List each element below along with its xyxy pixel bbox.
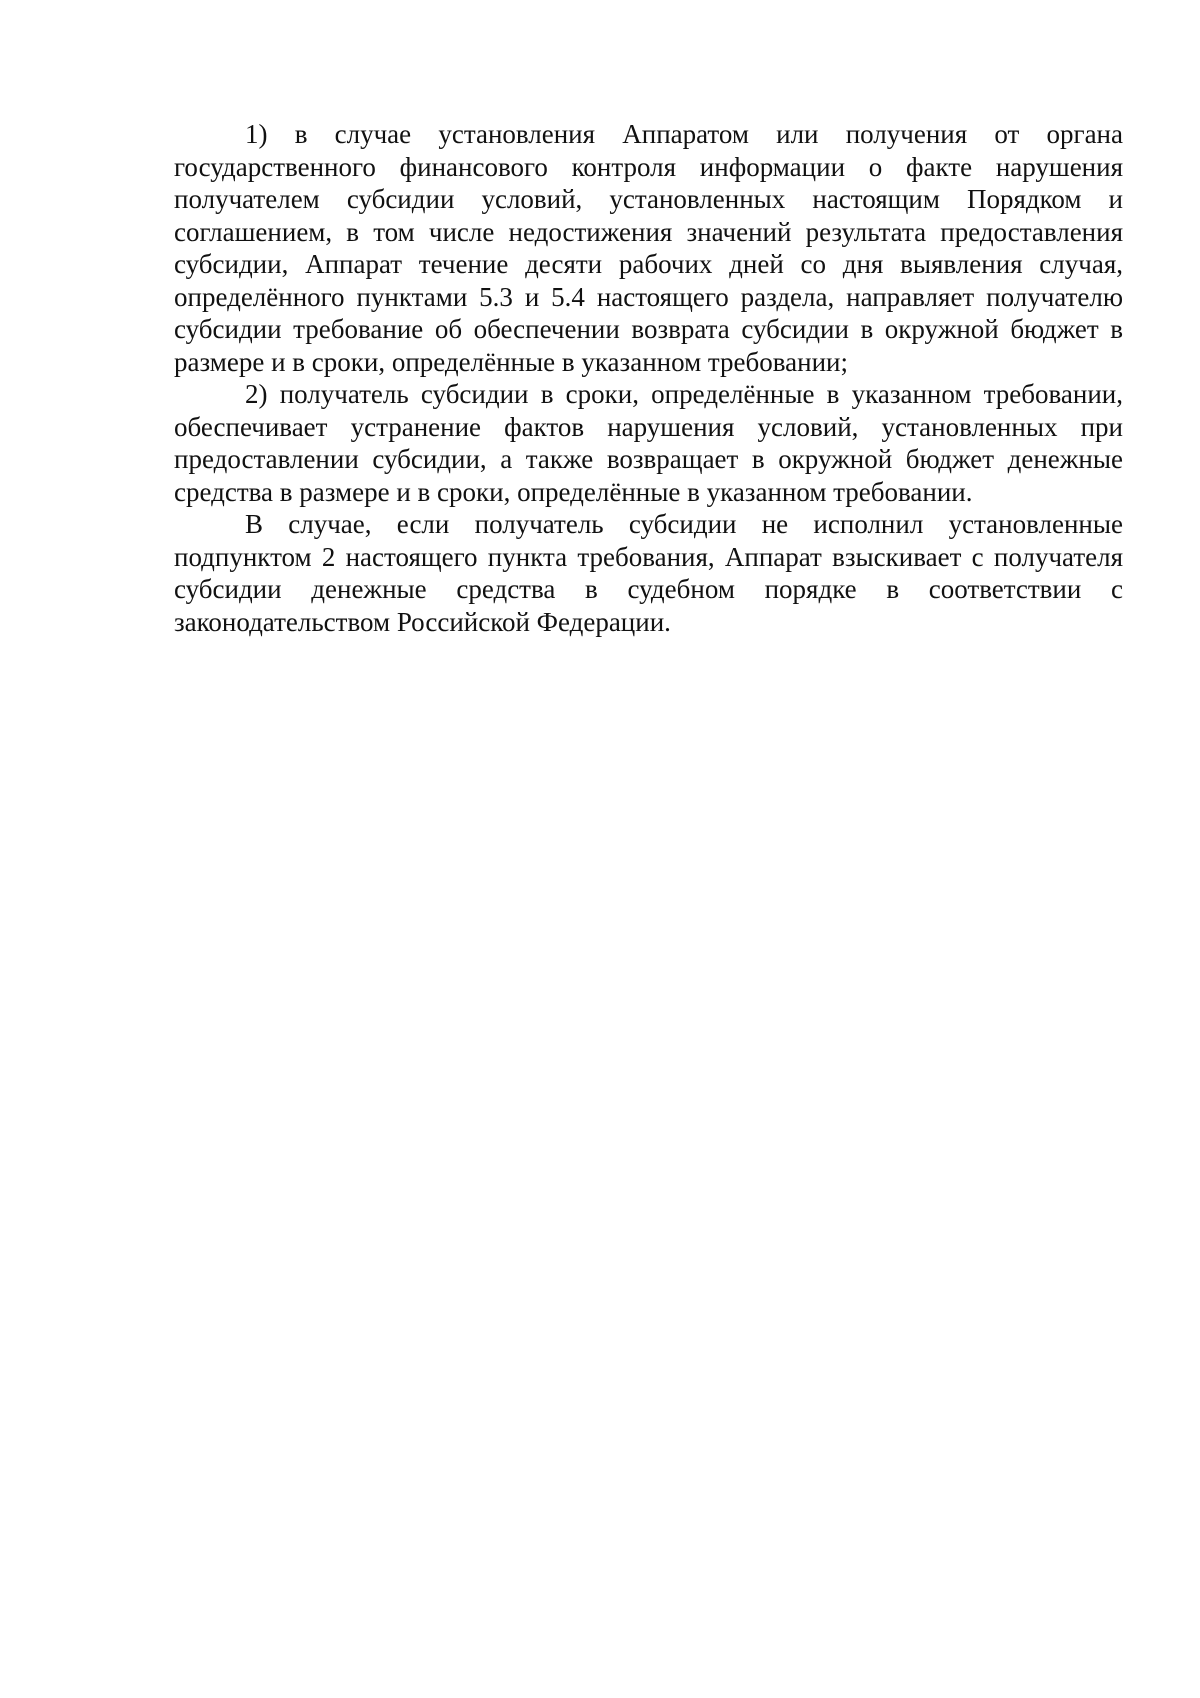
document-body [174,118,1123,638]
paragraph-item-1-notice: 1) в случае установления Аппаратом или получения от органа государственного финансового контроля информации о факте нарушения получателем субсидии условий, установленных настоящим Порядком и соглашением, в том числе недостижения значений результата предоставления субсидии, Аппарат течение десяти рабочих дней со дня выявления случая, определённого пунктами 5.3 и 5.4 настоящего раздела, направляет получателю субсидии требование об обеспечении возврата субсидии в окружной бюджет в размере и в сроки, определённые в указанном требовании; [174,119,1123,377]
paragraph-court-recovery: В случае, если получатель субсидии не исполнил установленные подпунктом 2 настоящего пункта требования, Аппарат взыскивает с получателя субсидии денежные средства в судебном порядке в соответствии с законодательством Российской Федерации. [174,509,1123,637]
paragraph-item-2-obligation: 2) получатель субсидии в сроки, определённые в указанном требовании, обеспечивает устранение фактов нарушения условий, установленных при предоставлении субсидии, а также возвращает в окружной бюджет денежные средства в размере и в сроки, определённые в указанном требовании. [174,379,1123,507]
